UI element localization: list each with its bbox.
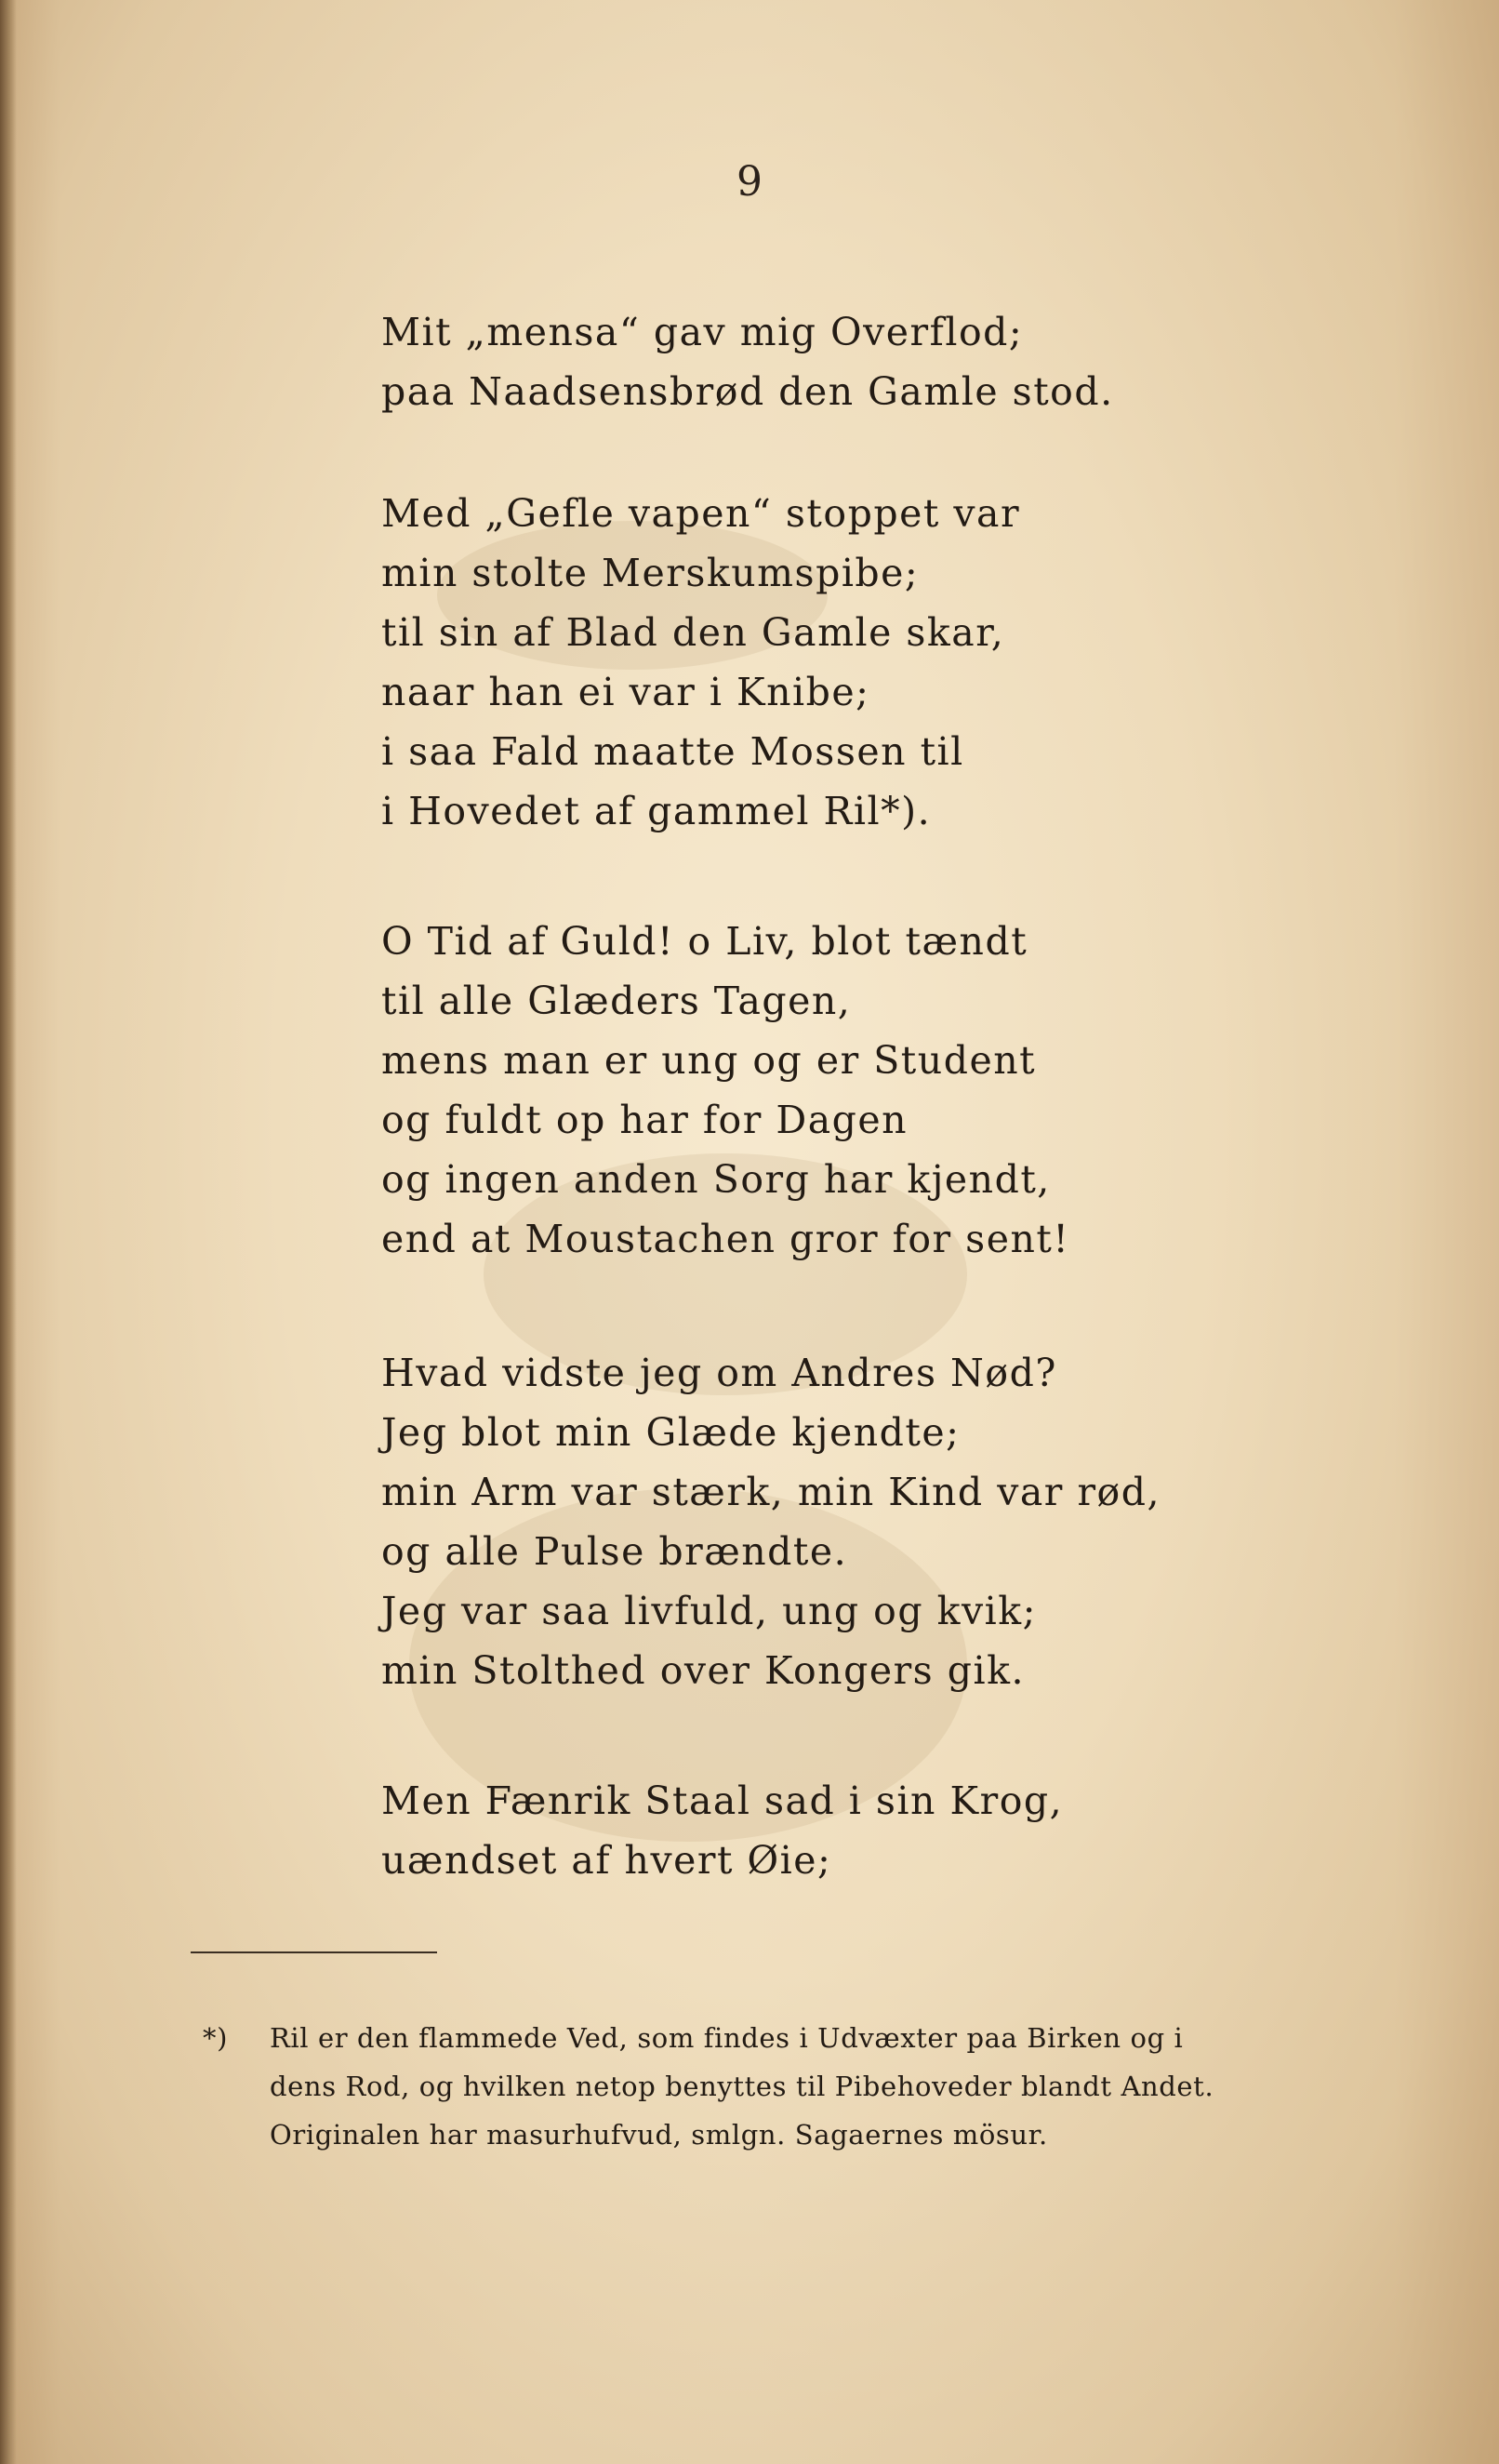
footnote [203,2014,1293,2159]
stanza [381,302,1114,421]
verse-line: Mit „mensa“ gav mig Overflod; [381,310,1024,354]
verse-line: min Arm var stærk, min Kind var rød, [381,1470,1161,1514]
verse-line: min Stolthed over Kongers gik. [381,1648,1025,1693]
verse-line: og fuldt op har for Dagen [381,1098,909,1142]
verse-line: Jeg var saa livfuld, ung og kvik; [381,1589,1037,1633]
footnote-line [203,2014,1293,2062]
verse-line: end at Moustachen gror for sent! [381,1217,1070,1261]
stanza [381,912,1069,1269]
footnote-marker: *) [203,2022,229,2054]
verse-line: til sin af Blad den Gamle skar, [381,610,1005,655]
footnote-line: dens Rod, og hvilken netop benyttes til Pibehoveder blandt Andet. [270,2071,1214,2102]
verse-line: O Tid af Guld! o Liv, blot tændt [381,919,1028,964]
stanza [381,1343,1161,1700]
verse-line: min stolte Merskumspibe; [381,551,920,595]
footnote-line: Originalen har masurhufvud, smlgn. Sagaernes mösur. [270,2119,1048,2151]
verse-line: mens man er ung og er Student [381,1038,1037,1083]
verse-line: paa Naadsensbrød den Gamle stod. [381,369,1114,414]
footnote-text: Ril er den flammede Ved, som findes i Udvæxter paa Birken og i [270,2022,1184,2054]
verse-line: Hvad vidste jeg om Andres Nød? [381,1351,1057,1395]
footnote-divider [191,1951,437,1953]
verse-line: i saa Fald maatte Mossen til [381,729,964,774]
binding-edge [0,0,17,2464]
verse-line: og ingen anden Sorg har kjendt, [381,1157,1051,1202]
verse-line: Med „Gefle vapen“ stoppet var [381,491,1021,536]
stanza [381,1771,1063,1890]
verse-line: Jeg blot min Glæde kjendte; [381,1410,961,1455]
page-number: 9 [736,158,763,206]
verse-line: til alle Glæders Tagen, [381,979,852,1023]
stanza [381,484,1020,841]
verse-line: i Hovedet af gammel Ril*). [381,789,932,833]
verse-line: og alle Pulse brændte. [381,1529,848,1574]
verse-line: naar han ei var i Knibe; [381,670,870,714]
verse-line: Men Fænrik Staal sad i sin Krog, [381,1778,1064,1823]
verse-line: uændset af hvert Øie; [381,1838,832,1883]
